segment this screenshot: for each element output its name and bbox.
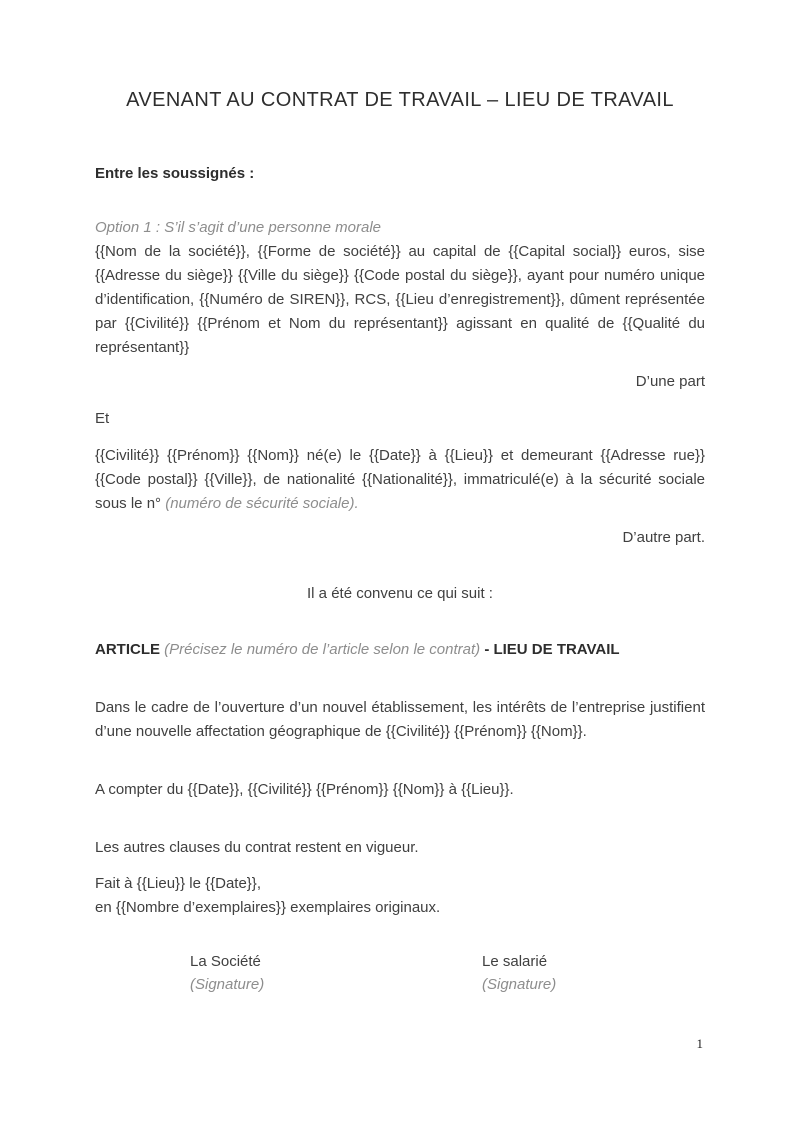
article-title: - LIEU DE TRAVAIL xyxy=(484,641,620,658)
closing-lines xyxy=(95,872,705,920)
closing-copies: en {{Nombre d’exemplaires}} exemplaires originaux. xyxy=(95,899,441,916)
employee-paragraph xyxy=(95,444,705,516)
employee-paragraph-main: {{Civilité}} {{Prénom}} {{Nom}} né(e) le {{Date}} à {{Lieu}} et demeurant {{Adresse rue}} {{Code postal}} {{Ville}}, de nationalité {{Nationalité}}, immatriculé(e) à la sécurité sociale sous le n° xyxy=(95,447,705,512)
article-heading xyxy=(95,638,705,662)
company-option-block xyxy=(95,216,705,360)
option-label: Option 1 : S’il s’agit d’une personne morale xyxy=(95,219,381,236)
employee-signature-placeholder: (Signature) xyxy=(482,976,557,993)
signature-block xyxy=(95,950,705,998)
article-body-establishment: Dans le cadre de l’ouverture d’un nouvel établissement, les intérêts de l’entreprise justifient d’une nouvelle affectation géographique de {{Civilité}} {{Prénom}} {{Nom}}. xyxy=(95,699,705,740)
article-label: ARTICLE xyxy=(95,641,160,658)
closing-place-date: Fait à {{Lieu}} le {{Date}}, xyxy=(95,875,261,892)
dune-part-label: D’une part xyxy=(635,373,705,390)
convenu-line: Il a été convenu ce qui suit : xyxy=(307,585,493,602)
company-signature-label: La Société xyxy=(190,953,261,970)
et-label: Et xyxy=(95,410,110,427)
employee-signature-label: Le salarié xyxy=(482,953,548,970)
parties-heading: Entre les soussignés : xyxy=(95,165,255,182)
dautre-part-label: D’autre part. xyxy=(622,529,705,546)
company-paragraph: {{Nom de la société}}, {{Forme de société}} au capital de {{Capital social}} euros, sise {{Adresse du siège}} {{Ville du siège}} {{Code postal du siège}}, ayant pour numéro unique d’identification, {{Numéro de SIREN}}, RCS, {{Lieu d’enregistrement}}, dûment représentée par {{Civilité}} {{Prénom et Nom du représentant}} agissant en qualité de {{Qualité du représentant}} xyxy=(95,243,705,356)
page-number: 1 xyxy=(696,1036,703,1051)
article-note: (Précisez le numéro de l’article selon le contrat) xyxy=(164,641,481,658)
article-body-effective-date: A compter du {{Date}}, {{Civilité}} {{Prénom}} {{Nom}} à {{Lieu}}. xyxy=(95,781,514,798)
article-body-other-clauses: Les autres clauses du contrat restent en vigueur. xyxy=(95,839,419,856)
company-signature-block xyxy=(190,950,264,996)
employee-signature-block xyxy=(482,950,556,996)
document-title: AVENANT AU CONTRAT DE TRAVAIL – LIEU DE TRAVAIL xyxy=(126,89,674,111)
employee-paragraph-note: (numéro de sécurité sociale). xyxy=(165,495,359,512)
company-signature-placeholder: (Signature) xyxy=(190,976,265,993)
